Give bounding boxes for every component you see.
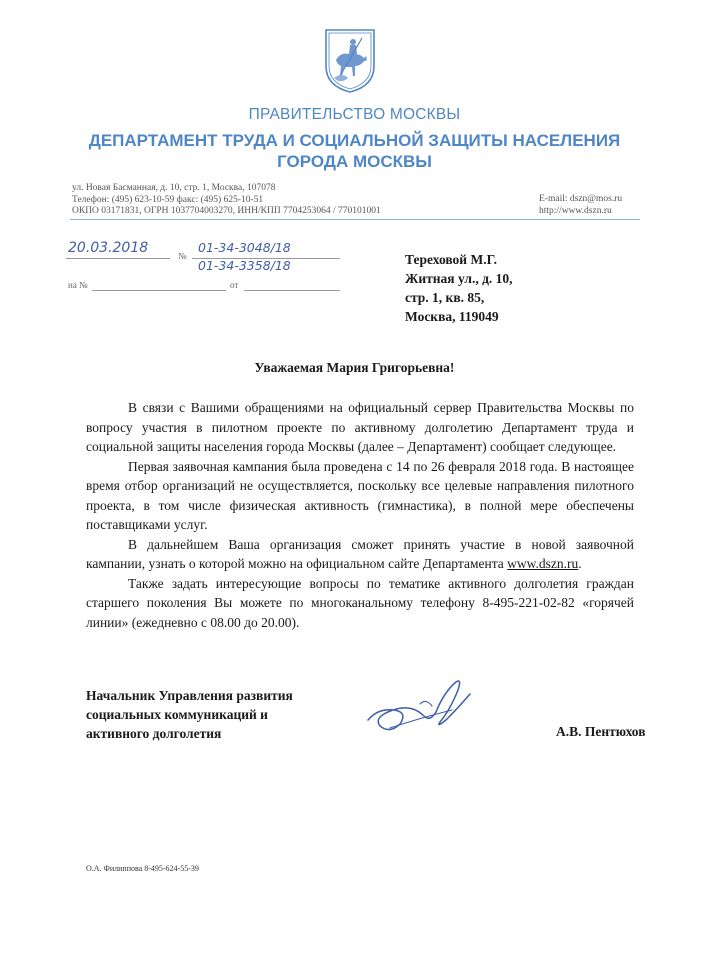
- ref-date-underline: [244, 290, 340, 291]
- department-website: http://www.dszn.ru: [539, 205, 612, 216]
- website-link[interactable]: www.dszn.ru: [507, 556, 579, 571]
- signatory-title: [86, 686, 293, 743]
- header-divider: [70, 219, 640, 220]
- date-underline: [66, 258, 170, 259]
- registration-number-2: 01-34-3358/18: [198, 258, 291, 273]
- department-title-line2: ГОРОДА МОСКВЫ: [277, 152, 432, 171]
- department-title-line1: ДЕПАРТАМЕНТ ТРУДА И СОЦИАЛЬНОЙ ЗАЩИТЫ НАСЕЛЕНИЯ: [88, 131, 621, 150]
- signatory-title-line3: активного долголетия: [86, 726, 222, 741]
- signatory-title-line1: Начальник Управления развития: [86, 688, 293, 703]
- number-sign: №: [178, 251, 187, 261]
- department-email: E-mail: dszn@mos.ru: [539, 194, 623, 204]
- addressee-name: Тереховой М.Г.: [405, 252, 498, 267]
- department-online-contacts: [539, 194, 622, 217]
- ref-number-underline: [92, 290, 226, 291]
- department-address: ул. Новая Басманная, д. 10, стр. 1, Москва, 107078: [72, 183, 276, 193]
- addressee-block: [405, 250, 513, 326]
- government-title: ПРАВИТЕЛЬСТВО МОСКВЫ: [248, 106, 461, 123]
- registration-date: 20.03.2018: [68, 240, 149, 256]
- signatory-name: А.В. Пентюхов: [556, 724, 646, 739]
- department-title: [40, 130, 669, 172]
- department-phone-fax: Телефон: (495) 623-10-59 факс: (495) 625-10-51: [72, 194, 264, 205]
- signatory-title-line2: социальных коммуникаций и: [86, 707, 268, 722]
- number-underline: [192, 258, 340, 259]
- body-paragraph-2: Первая заявочная кампания была проведена с 14 по 26 февраля 2018 года. В настоящее время отбор организаций не осуществляется, поскольку все целевые направления пилотного проекта, в том числе физическая активность (гимнастика), в полной мере обеспечены поставщиками услуг.: [86, 458, 634, 532]
- body-paragraph-3-end: .: [578, 556, 582, 571]
- body-paragraph-3: [86, 535, 634, 574]
- registration-number-1: 01-34-3048/18: [198, 240, 291, 255]
- ref-from-label: от: [230, 280, 239, 290]
- addressee-city: Москва, 119049: [405, 309, 499, 324]
- executor-contact: О.А. Филиппова 8-495-624-55-39: [86, 864, 199, 873]
- body-paragraph-1: В связи с Вашими обращениями на официальный сервер Правительства Москвы по вопросу участия в пилотном проекте по активному долголетию Департамент труда и социальной защиты населения города Москвы (далее – Департамент) сообщает следующее.: [86, 400, 634, 454]
- body-paragraph-4: Также задать интересующие вопросы по тематике активного долголетия граждан старшего поколения Вы можете по многоканальному телефону 8-495-221-02-82 «горячей линии» (ежедневно с 08.00 до 20.00).: [86, 575, 634, 630]
- department-codes: ОКПО 03171831, ОГРН 1037704003270, ИНН/КПП 7704253064 / 770101001: [72, 206, 381, 216]
- body-paragraph-3-text: В дальнейшем Ваша организация сможет принять участие в новой заявочной кампании, узнать о которой можно на официальном сайте Департамента: [86, 536, 634, 571]
- handwritten-signature-icon: [360, 668, 480, 740]
- addressee-building: стр. 1, кв. 85,: [405, 290, 485, 305]
- letter-body: [86, 398, 634, 632]
- greeting: Уважаемая Мария Григорьевна!: [254, 360, 455, 375]
- ref-number-label: на №: [68, 280, 88, 290]
- addressee-street: Житная ул., д. 10,: [405, 271, 513, 286]
- department-contacts: [72, 183, 381, 218]
- moscow-coat-of-arms-icon: [322, 26, 378, 94]
